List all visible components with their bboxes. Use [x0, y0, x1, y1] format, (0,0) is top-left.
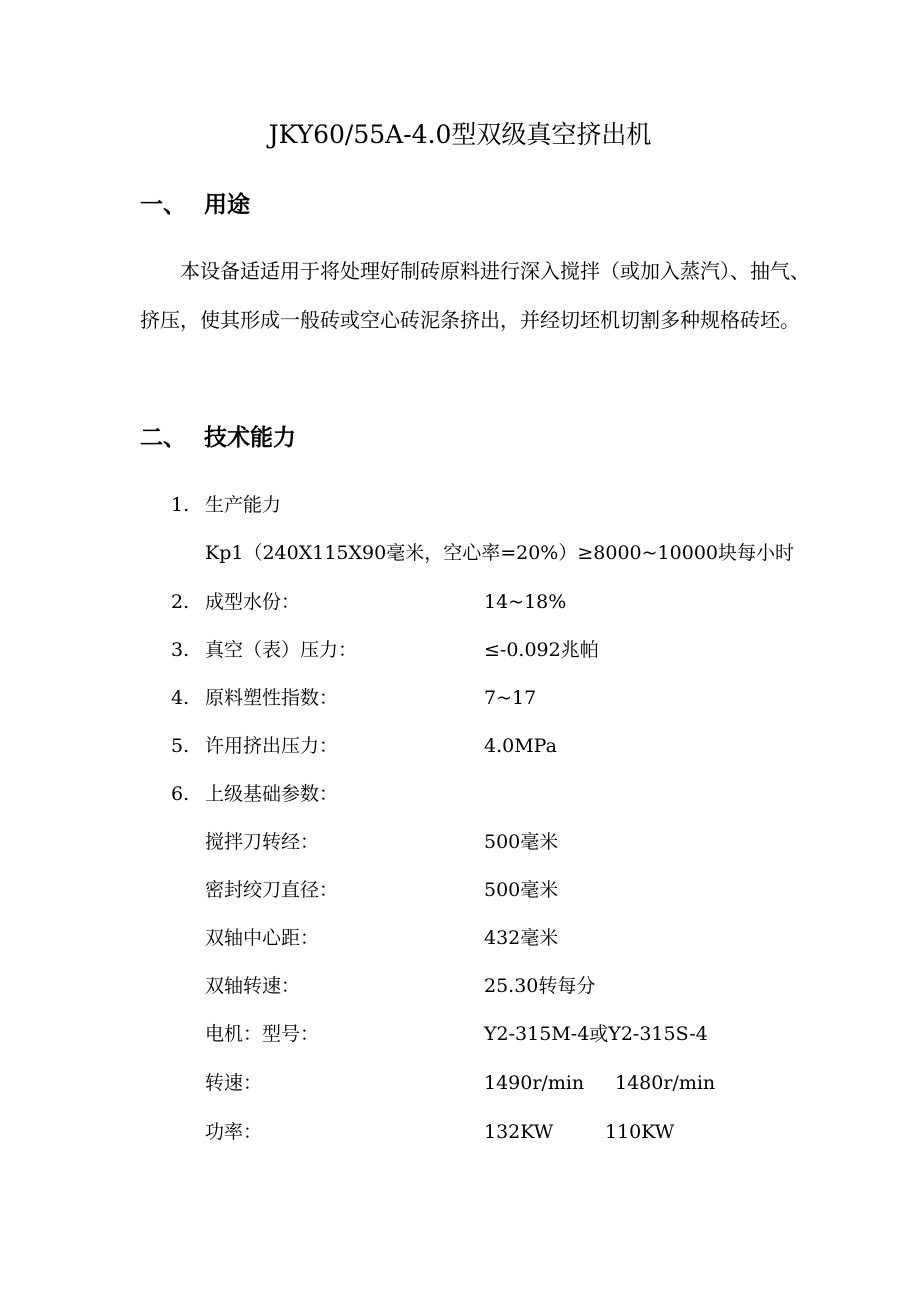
section-title: 用途: [204, 192, 250, 218]
item-value: 14~18%: [484, 591, 567, 613]
item-label: 原料塑性指数：: [205, 687, 339, 709]
document-title: JKY60/55A-4.0型双级真空挤出机: [268, 120, 652, 149]
item-number: 5.: [171, 735, 190, 757]
item-label: 许用挤出压力：: [205, 735, 339, 757]
sub-item-label: 搅拌刀转经：: [205, 831, 320, 853]
sub-item-value-alt: 110KW: [605, 1121, 675, 1143]
item-value: 7~17: [484, 687, 537, 709]
sub-item-value: 25.30转每分: [484, 975, 596, 997]
item-label: 真空（表）压力：: [205, 639, 358, 661]
item-label: 成型水份：: [205, 591, 301, 613]
sub-item-label: 双轴中心距：: [205, 927, 320, 949]
section-number: 二、: [140, 425, 186, 451]
sub-item-label: 密封绞刀直径：: [205, 879, 339, 901]
sub-item-value: 500毫米: [484, 879, 559, 901]
section-heading-capacity: [140, 421, 296, 455]
sub-item-value-alt: 1480r/min: [615, 1072, 716, 1094]
item-label: 生产能力: [205, 494, 282, 516]
purpose-paragraph: 本设备适适用于将处理好制砖原料进行深入搅拌（或加入蒸汽）、抽气、挤压，使其形成一般砖或空心砖泥条挤出，并经切坯机切割多种规格砖坯。: [140, 259, 810, 332]
item-number: 4.: [171, 687, 190, 709]
section-heading-purpose: [140, 188, 250, 222]
item-label: 上级基础参数：: [205, 783, 339, 805]
production-detail: Kp1（240X115X90毫米，空心率=20%）≥8000~10000块每小时: [205, 542, 794, 564]
sub-item-value: 1490r/min: [484, 1072, 585, 1094]
sub-item-label: 电机：型号：: [205, 1023, 320, 1045]
item-value: ≤-0.092兆帕: [484, 639, 599, 661]
sub-item-value: 500毫米: [484, 831, 559, 853]
sub-item-label: 双轴转速：: [205, 975, 301, 997]
section-title: 技术能力: [204, 425, 296, 451]
item-value: 4.0MPa: [484, 735, 557, 757]
sub-item-value: 132KW: [484, 1121, 554, 1143]
item-number: 3.: [171, 639, 190, 661]
sub-item-value: Y2-315M-4或Y2-315S-4: [484, 1023, 708, 1045]
item-number: 2.: [171, 591, 190, 613]
section-number: 一、: [140, 192, 186, 218]
sub-item-label: 转速：: [205, 1072, 263, 1094]
item-number: 1.: [171, 494, 190, 516]
sub-item-value: 432毫米: [484, 927, 559, 949]
item-number: 6.: [171, 783, 190, 805]
sub-item-label: 功率：: [205, 1121, 263, 1143]
